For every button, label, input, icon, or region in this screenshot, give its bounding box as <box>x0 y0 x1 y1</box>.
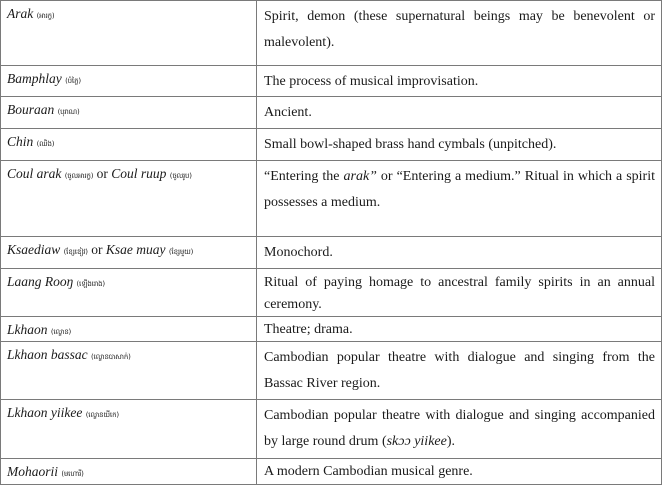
term-alt-khmer: (ចូលរូប) <box>169 172 192 180</box>
definition-cell <box>257 97 662 129</box>
definition-text: Theatre; drama. <box>264 322 353 337</box>
term-text: Lkhaon yiikee <box>7 405 83 420</box>
definition-text: The process of musical improvisation. <box>264 74 479 89</box>
term-text: Lkhaon bassac <box>7 347 88 362</box>
term-cell <box>1 129 257 161</box>
term-cell <box>1 317 257 342</box>
definition-cell <box>257 161 662 237</box>
definition-cell <box>257 400 662 459</box>
term-khmer: (ឡើងរោង) <box>76 280 105 288</box>
term-text: Chin <box>7 134 34 149</box>
term-alt-text: Coul ruup <box>111 166 167 181</box>
term-text: Bouraan <box>7 102 55 117</box>
term-khmer: (បំភ្លៃ) <box>65 77 81 85</box>
term-cell <box>1 400 257 459</box>
table-row <box>1 161 662 237</box>
term-khmer: (ល្ខោនយីកេ) <box>85 411 119 419</box>
definition-cell <box>257 1 662 66</box>
term-khmer: (មហោរី) <box>61 470 84 478</box>
term-alt-text: Ksae muay <box>105 242 166 257</box>
table-row <box>1 1 662 66</box>
definition-text: Monochord. <box>264 245 333 260</box>
term-khmer: (អារក្ខ) <box>36 12 55 20</box>
definition-text: Cambodian popular theatre with dialogue and singing from the Bassac River region. <box>264 350 655 391</box>
definition-cell <box>257 342 662 400</box>
term-cell <box>1 459 257 485</box>
table-row <box>1 459 662 485</box>
term-khmer: (ខ្សែឌៀវ) <box>63 248 88 256</box>
table-row <box>1 400 662 459</box>
table-row <box>1 129 662 161</box>
term-text: Bamphlay <box>7 71 62 86</box>
definition-cell <box>257 269 662 317</box>
definition-text: Cambodian popular theatre with dialogue and singing accompanied by large round drum ( <box>264 408 655 449</box>
table-row <box>1 237 662 269</box>
definition-cell <box>257 317 662 342</box>
definition-text-cont: ). <box>446 434 456 449</box>
term-khmer: (ល្ខោនបាសាក់) <box>91 353 131 361</box>
definition-text-cont: or “Entering a medium.” Ritual in which a spirit possesses a medium. <box>264 169 655 210</box>
table-row <box>1 269 662 317</box>
definition-italic: arak” <box>343 169 377 184</box>
definition-cell <box>257 129 662 161</box>
table-row <box>1 97 662 129</box>
definition-text: Small bowl-shaped brass hand cymbals (unpitched). <box>264 137 557 152</box>
term-khmer: (បុរាណ) <box>57 108 80 116</box>
definition-text: Ritual of paying homage to ancestral family spirits in an annual ceremony. <box>264 275 655 312</box>
term-cell <box>1 97 257 129</box>
term-cell <box>1 269 257 317</box>
term-cell <box>1 66 257 97</box>
definition-cell <box>257 459 662 485</box>
definition-cell <box>257 66 662 97</box>
term-cell <box>1 237 257 269</box>
definition-text: “Entering the <box>264 169 344 184</box>
term-alt-khmer: (ខ្សែមួយ) <box>168 248 194 256</box>
table-row <box>1 66 662 97</box>
term-conjunction: or <box>87 242 106 257</box>
definition-cell <box>257 237 662 269</box>
definition-text: A modern Cambodian musical genre. <box>264 464 473 479</box>
definition-text: Ancient. <box>264 105 312 120</box>
term-khmer: (ចូលអារក្ខ) <box>64 172 94 180</box>
term-text: Ksaediaw <box>7 242 61 257</box>
term-text: Lkhaon <box>7 322 48 337</box>
term-khmer: (ល្ខោន) <box>50 328 72 336</box>
glossary-body <box>1 1 662 485</box>
term-cell <box>1 161 257 237</box>
term-text: Mohaorii <box>7 464 59 479</box>
definition-text: Spirit, demon (these supernatural beings may be benevolent or malevolent). <box>264 9 655 50</box>
table-row <box>1 342 662 400</box>
term-khmer: (ឈិង) <box>36 140 55 148</box>
term-conjunction: or <box>93 166 112 181</box>
term-cell <box>1 342 257 400</box>
term-cell <box>1 1 257 66</box>
definition-italic: skɔɔ yiikee <box>386 434 447 449</box>
term-text: Laang Rooŋ <box>7 274 74 289</box>
table-row <box>1 317 662 342</box>
term-text: Coul arak <box>7 166 62 181</box>
term-text: Arak <box>7 6 34 21</box>
